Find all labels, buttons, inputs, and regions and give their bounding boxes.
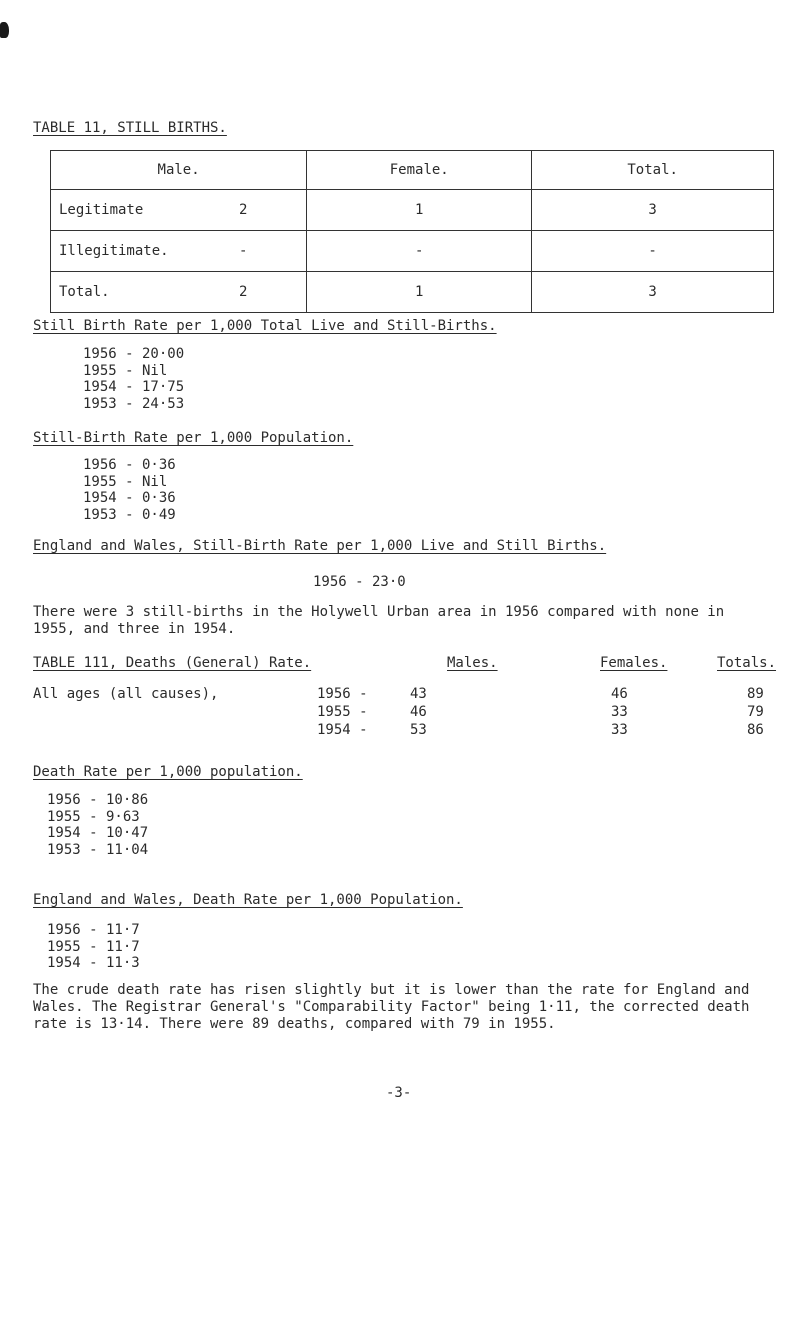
male-value: - [239,243,248,259]
list-item: 1953 - 0·49 [83,506,176,523]
table-row [51,272,774,313]
male-value: 2 [239,284,248,300]
female-value: - [307,231,532,272]
page-title: TABLE 11, STILL BIRTHS. [33,120,227,136]
deaths-males: 53 [410,722,427,738]
total-value: 3 [532,272,774,313]
deaths-totals: 86 [747,722,764,738]
list-item: 1953 - 11·04 [47,841,149,858]
col-header-totals: Totals. [717,655,777,671]
row-label: Illegitimate. [59,243,169,259]
still-birth-population-heading: Still-Birth Rate per 1,000 Population. [33,430,354,446]
deaths-year: 1955 - [317,704,368,720]
list-item: 1954 - 11·3 [47,955,140,971]
still-births-paragraph: There were 3 still-births in the Holywell Urban area in 1956 compared with none in 1955, and three in 1954. [33,604,725,637]
england-wales-death-list [47,922,140,972]
page-number: -3- [386,1085,412,1101]
list-item: 1955 - Nil [83,362,168,379]
female-value: 1 [307,272,532,313]
list-item: 1955 - 11·7 [47,938,140,955]
list-item: 1953 - 24·53 [83,395,185,412]
deaths-males: 43 [410,686,427,702]
ink-blot [0,22,9,38]
deaths-females: 33 [611,722,628,738]
england-wales-still-heading: England and Wales, Still-Birth Rate per 1,000 Live and Still Births. [33,538,607,554]
row-label-cell [51,190,307,231]
list-item: 1956 - 20·00 [83,346,185,362]
total-value: - [532,231,774,272]
list-item: 1955 - Nil [83,473,168,490]
list-item: 1956 - 0·36 [83,457,176,473]
table-row [51,231,774,272]
still-birth-rate-heading: Still Birth Rate per 1,000 Total Live and Still-Births. [33,318,497,334]
death-rate-heading: Death Rate per 1,000 population. [33,764,303,780]
deaths-females: 46 [611,686,628,702]
header-female: Female. [307,151,532,190]
england-wales-death-heading: England and Wales, Death Rate per 1,000 Population. [33,892,463,908]
row-label-cell [51,231,307,272]
list-item: 1956 - 10·86 [47,792,149,808]
deaths-females: 33 [611,704,628,720]
all-ages-label: All ages (all causes), [33,686,219,702]
header-total: Total. [532,151,774,190]
deaths-males: 46 [410,704,427,720]
deaths-table-heading: TABLE 111, Deaths (General) Rate. [33,655,312,671]
still-birth-rate-list [83,346,184,412]
row-label: Legitimate [59,202,144,218]
row-label: Total. [59,284,110,300]
list-item: 1954 - 0·36 [83,490,176,506]
row-label-cell [51,272,307,313]
female-value: 1 [307,190,532,231]
col-header-females: Females. [600,655,668,671]
england-wales-still-value: 1956 - 23·0 [313,574,406,590]
deaths-year: 1954 - [317,722,368,738]
still-births-table [50,150,774,313]
table-header-row [51,151,774,190]
total-value: 3 [532,190,774,231]
header-male: Male. [51,151,307,190]
list-item: 1954 - 17·75 [83,379,185,395]
death-rate-paragraph: The crude death rate has risen slightly but it is lower than the rate for England and Wales. The Registrar General's "Comparability Factor" being 1·11, the corrected death rate is 13·14. There were 89 deaths, compared with 79 in 1955. [33,982,750,1032]
deaths-year: 1956 - [317,686,368,702]
still-birth-population-list [83,457,176,523]
table-row [51,190,774,231]
list-item: 1956 - 11·7 [47,922,140,938]
col-header-males: Males. [447,655,498,671]
male-value: 2 [239,202,248,218]
list-item: 1954 - 10·47 [47,825,149,841]
list-item: 1955 - 9·63 [47,808,140,825]
deaths-totals: 79 [747,704,764,720]
death-rate-list [47,792,148,858]
deaths-totals: 89 [747,686,764,702]
